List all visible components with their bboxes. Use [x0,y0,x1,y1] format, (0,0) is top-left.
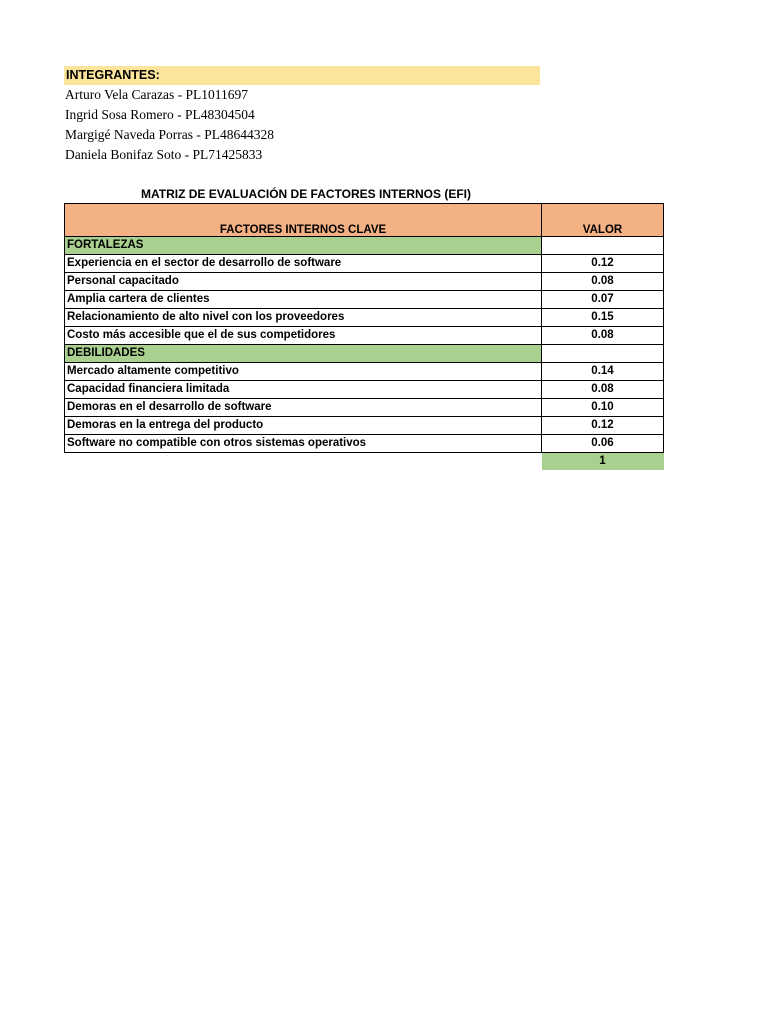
valor-cell: 0.12 [542,417,664,435]
factor-column-header: FACTORES INTERNOS CLAVE [65,204,542,237]
factor-cell: Personal capacitado [65,273,542,291]
empty-cell [542,345,664,363]
valor-cell: 0.14 [542,363,664,381]
table-row [65,309,664,327]
table-row [65,255,664,273]
valor-cell: 0.08 [542,273,664,291]
table-row [65,435,664,453]
table-row [65,381,664,399]
valor-cell: 0.06 [542,435,664,453]
factor-cell: Software no compatible con otros sistemas operativos [65,435,542,453]
table-row [65,363,664,381]
member-name: Daniela Bonifaz Soto - PL71425833 [65,147,263,162]
valor-cell: 0.12 [542,255,664,273]
table-row [65,417,664,435]
section-label-debilidades: DEBILIDADES [65,345,542,363]
factor-cell: Demoras en el desarrollo de software [65,399,542,417]
valor-column-header: VALOR [542,204,664,237]
valor-cell: 0.10 [542,399,664,417]
table-row [65,291,664,309]
efi-matrix-table [64,203,664,470]
table-row [65,399,664,417]
table-row [65,327,664,345]
table-row [65,273,664,291]
factor-cell: Relacionamiento de alto nivel con los proveedores [65,309,542,327]
total-value: 1 [542,453,664,471]
factor-cell: Experiencia en el sector de desarrollo de software [65,255,542,273]
matrix-title: MATRIZ DE EVALUACIÓN DE FACTORES INTERNOS (EFI) [141,187,472,201]
member-name: Ingrid Sosa Romero - PL48304504 [65,107,255,122]
valor-cell: 0.08 [542,327,664,345]
valor-cell: 0.07 [542,291,664,309]
valor-cell: 0.15 [542,309,664,327]
factor-cell: Amplia cartera de clientes [65,291,542,309]
factor-cell: Costo más accesible que el de sus competidores [65,327,542,345]
section-label-fortalezas: FORTALEZAS [65,237,542,255]
section-row-debilidades [65,345,664,363]
member-name: Margigé Naveda Porras - PL48644328 [65,127,274,142]
factor-cell: Capacidad financiera limitada [65,381,542,399]
empty-cell [65,453,542,471]
integrantes-heading: INTEGRANTES: [64,66,540,85]
total-row [65,453,664,471]
factor-cell: Demoras en la entrega del producto [65,417,542,435]
valor-cell: 0.08 [542,381,664,399]
member-name: Arturo Vela Carazas - PL1011697 [65,87,248,102]
section-row-fortalezas [65,237,664,255]
empty-cell [542,237,664,255]
factor-cell: Mercado altamente competitivo [65,363,542,381]
table-header-row [65,204,664,237]
